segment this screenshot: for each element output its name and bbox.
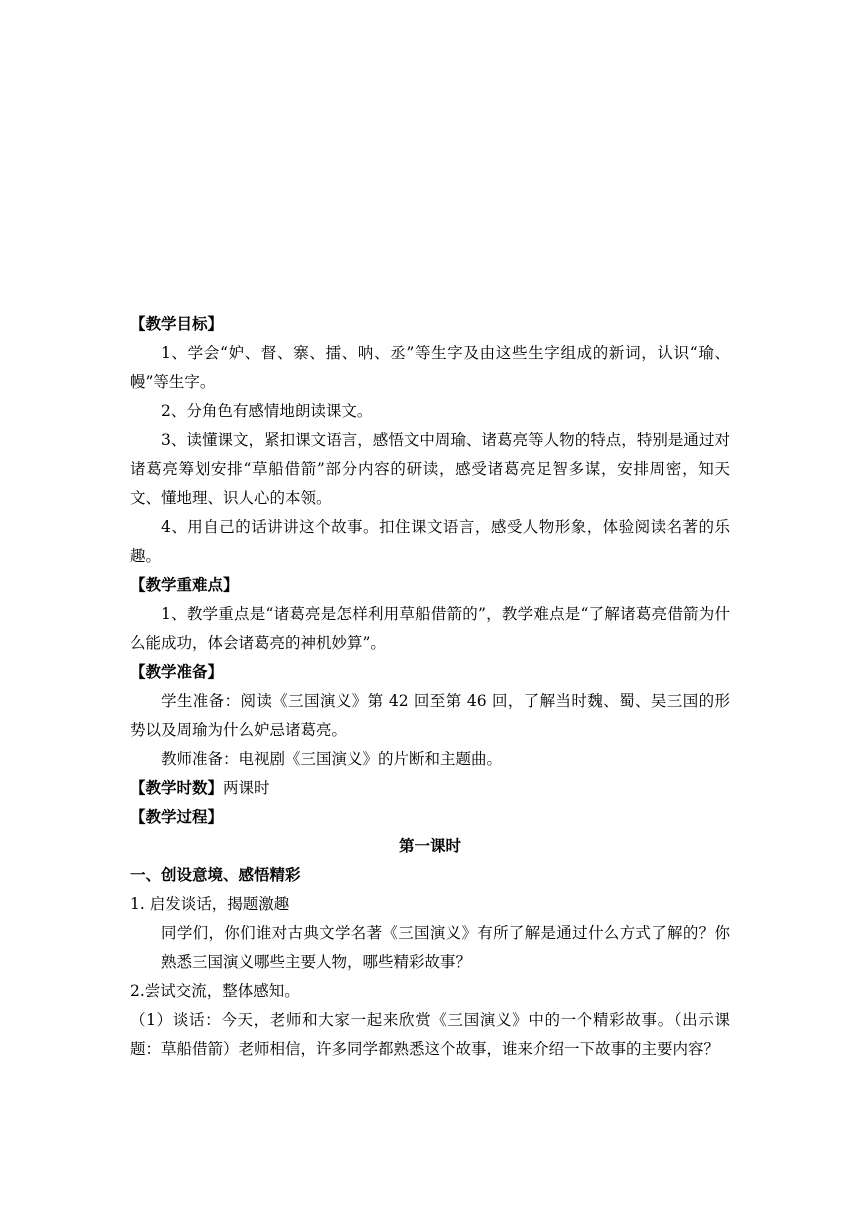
step1-title: 1. 启发谈话，揭题激趣 (130, 895, 290, 913)
key-points-heading: 【教学重难点】 (130, 576, 239, 594)
objective-item-3: 3、读懂课文，紧扣课文语言，感悟文中周瑜、诸葛亮等人物的特点，特别是通过对诸葛亮筹划安排“草船借箭”部分内容的研读，感受诸葛亮足智多谋，安排周密，知天文、懂地理、识人心的本领。 (130, 431, 730, 507)
teacher-preparation: 教师准备：电视剧《三国演义》的片断和主题曲。 (161, 750, 503, 768)
objectives-heading: 【教学目标】 (130, 315, 224, 333)
section-title: 一、创设意境、感悟精彩 (130, 866, 301, 884)
objective-item-2: 2、分角色有感情地朗读课文。 (161, 402, 373, 420)
step2-title: 2.尝试交流，整体感知。 (130, 982, 300, 1000)
step2-text: （1）谈话：今天，老师和大家一起来欣赏《三国演义》中的一个精彩故事。（出示课题：草船借箭）老师相信，许多同学都熟悉这个故事，谁来介绍一下故事的主要内容？ (130, 1011, 730, 1058)
key-points-text: 1、教学重点是“诸葛亮是怎样利用草船借箭的”，教学难点是“了解诸葛亮借箭为什么能成功，体会诸葛亮的神机妙算”。 (130, 605, 730, 652)
hours-heading: 【教学时数】 (130, 779, 224, 797)
preparation-heading: 【教学准备】 (130, 663, 224, 681)
hours-line (130, 774, 730, 803)
process-heading: 【教学过程】 (130, 808, 224, 826)
hours-value: 两课时 (223, 779, 270, 797)
lesson-plan-body (130, 310, 730, 1064)
step1-text: 同学们，你们谁对古典文学名著《三国演义》有所了解是通过什么方式了解的？你熟悉三国演义哪些主要人物，哪些精彩故事？ (161, 924, 730, 971)
lesson-title: 第一课时 (398, 837, 461, 855)
objective-item-4: 4、用自己的话讲讲这个故事。扣住课文语言，感受人物形象，体验阅读名著的乐趣。 (130, 518, 730, 565)
objective-item-1: 1、学会“妒、督、寨、擂、呐、丞”等生字及由这些生字组成的新词，认识“瑜、幔”等生字。 (130, 344, 730, 391)
student-preparation: 学生准备：阅读《三国演义》第 42 回至第 46 回，了解当时魏、蜀、吴三国的形势以及周瑜为什么妒忌诸葛亮。 (130, 692, 730, 739)
